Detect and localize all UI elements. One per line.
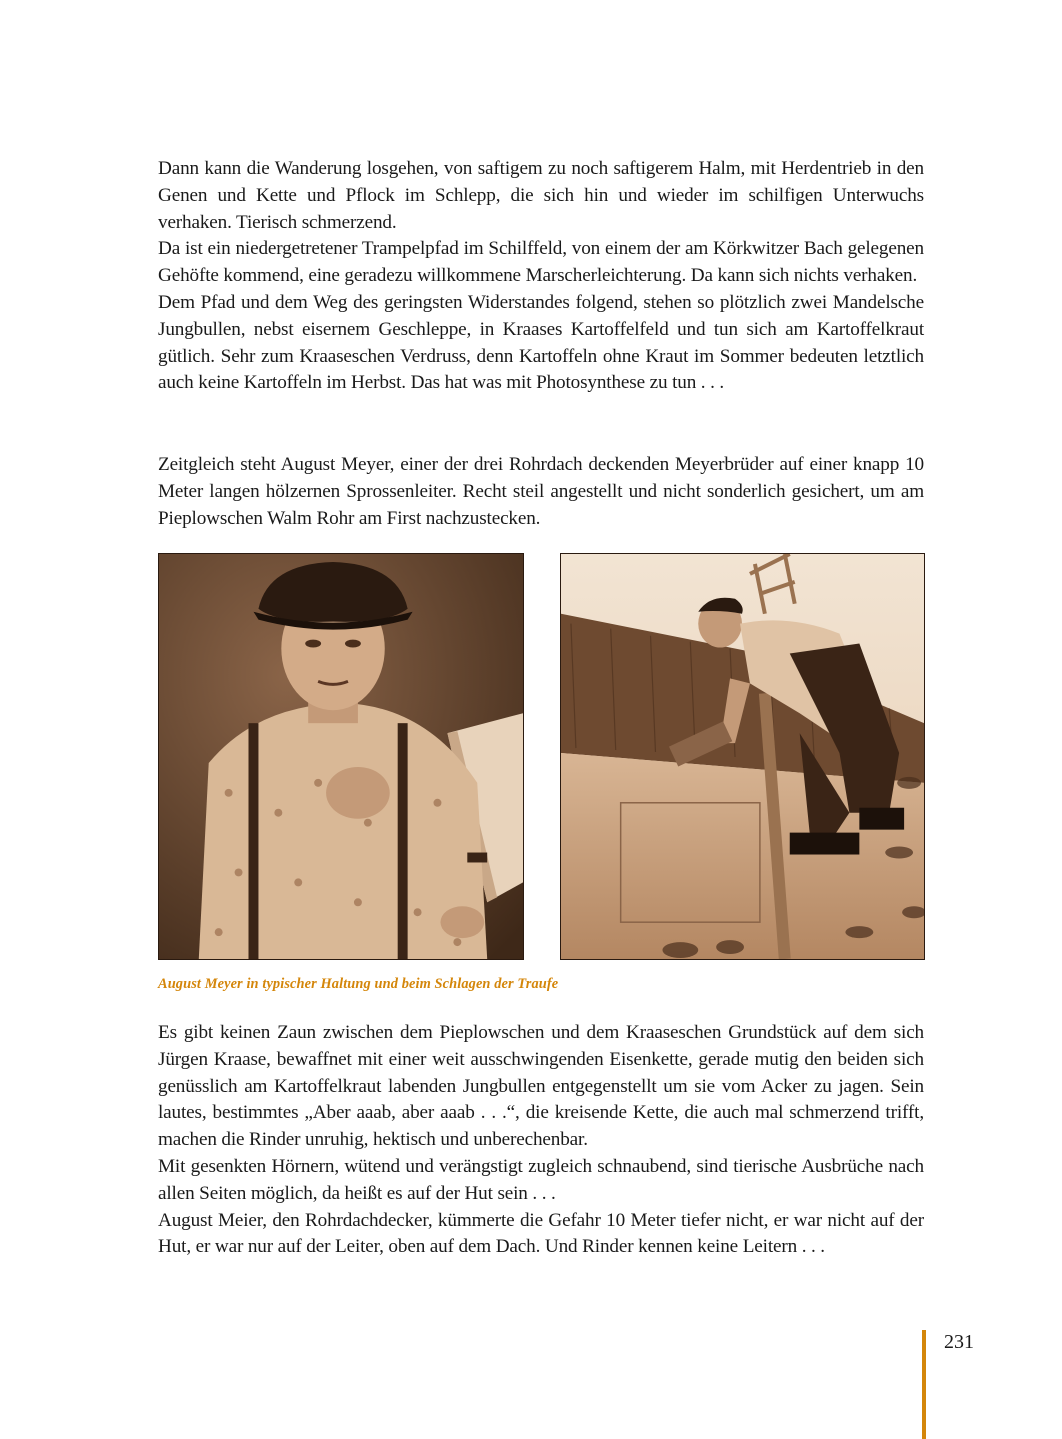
paragraph: Dem Pfad und dem Weg des geringsten Widerstandes folgend, stehen so plötzlich zwei Mandelsche Jungbullen, nebst eisernem Geschleppe, in Kraases Kartoffelfeld und tun sich am Kartoffelkraut gütlich. Sehr zum Kraaseschen Verdruss, denn Kartoffeln ohne Kraut im Sommer bedeuten letztlich auch keine Kartoffeln im Herbst. Das hat was mit Photosynthese zu tun . . . (158, 291, 924, 394)
paragraph: Zeitgleich steht August Meyer, einer der drei Rohrdach deckenden Meyerbrüder auf einer knapp 10 Meter langen hölzernen Sprossenleiter. Recht steil angestellt und nicht sonderlich gesichert, um am Pieplowschen Walm Rohr am First nachzustecken. (158, 454, 924, 529)
roof-work-photo (560, 553, 925, 960)
page-number: 231 (944, 1331, 974, 1353)
page-number-rule (922, 1330, 926, 1439)
paragraph: Es gibt keinen Zaun zwischen dem Pieplowschen und dem Kraaseschen Grundstück auf dem sich Jürgen Kraase, bewaffnet mit einer weit ausschwingenden Eisenkette, gerade mutig den beiden sich genüsslich am Kartoffelkraut labenden Jungbullen entgegenstellt um sie vom Acker zu jagen. Sein lautes, bestimmtes „Aber aaab, aber aaab . . .“, die kreisende Kette, die auch mal schmerzend trifft, machen die Rinder unruhig, hektisch und unberechenbar. (158, 1022, 924, 1151)
paragraph: Dann kann die Wanderung losgehen, von saftigem zu noch saftigerem Halm, mit Herdentrieb in den Genen und Kette und Pflock im Schlepp, die sich hin und wieder im schilfigen Unterwuchs verhaken. Tierisch schmerzend. (158, 158, 924, 233)
paragraph: Mit gesenkten Hörnern, wütend und verängstigt zugleich schnaubend, sind tierische Ausbrüche nach allen Seiten möglich, da heißt es auf der Hut sein . . . (158, 1155, 924, 1204)
paragraph-block-3 (158, 1020, 924, 1261)
paragraph: August Meier, den Rohrdachdecker, kümmerte die Gefahr 10 Meter tiefer nicht, er war nicht auf der Hut, er war nur auf der Leiter, oben auf dem Dach. Und Rinder kennen keine Leitern . . . (158, 1209, 924, 1258)
paragraph-block-2 (158, 452, 924, 532)
portrait-photo (158, 553, 524, 960)
paragraph-block-1 (158, 156, 924, 397)
roof-work-photo-image (561, 554, 924, 959)
paragraph: Da ist ein niedergetretener Trampelpfad im Schilffeld, von einem der am Körkwitzer Bach gelegenen Gehöfte kommend, eine geradezu willkommene Marscherleichterung. Da kann sich nichts verhaken. (158, 238, 924, 287)
portrait-photo-image (159, 554, 523, 959)
figure-caption: August Meyer in typischer Haltung und beim Schlagen der Traufe (158, 976, 559, 992)
